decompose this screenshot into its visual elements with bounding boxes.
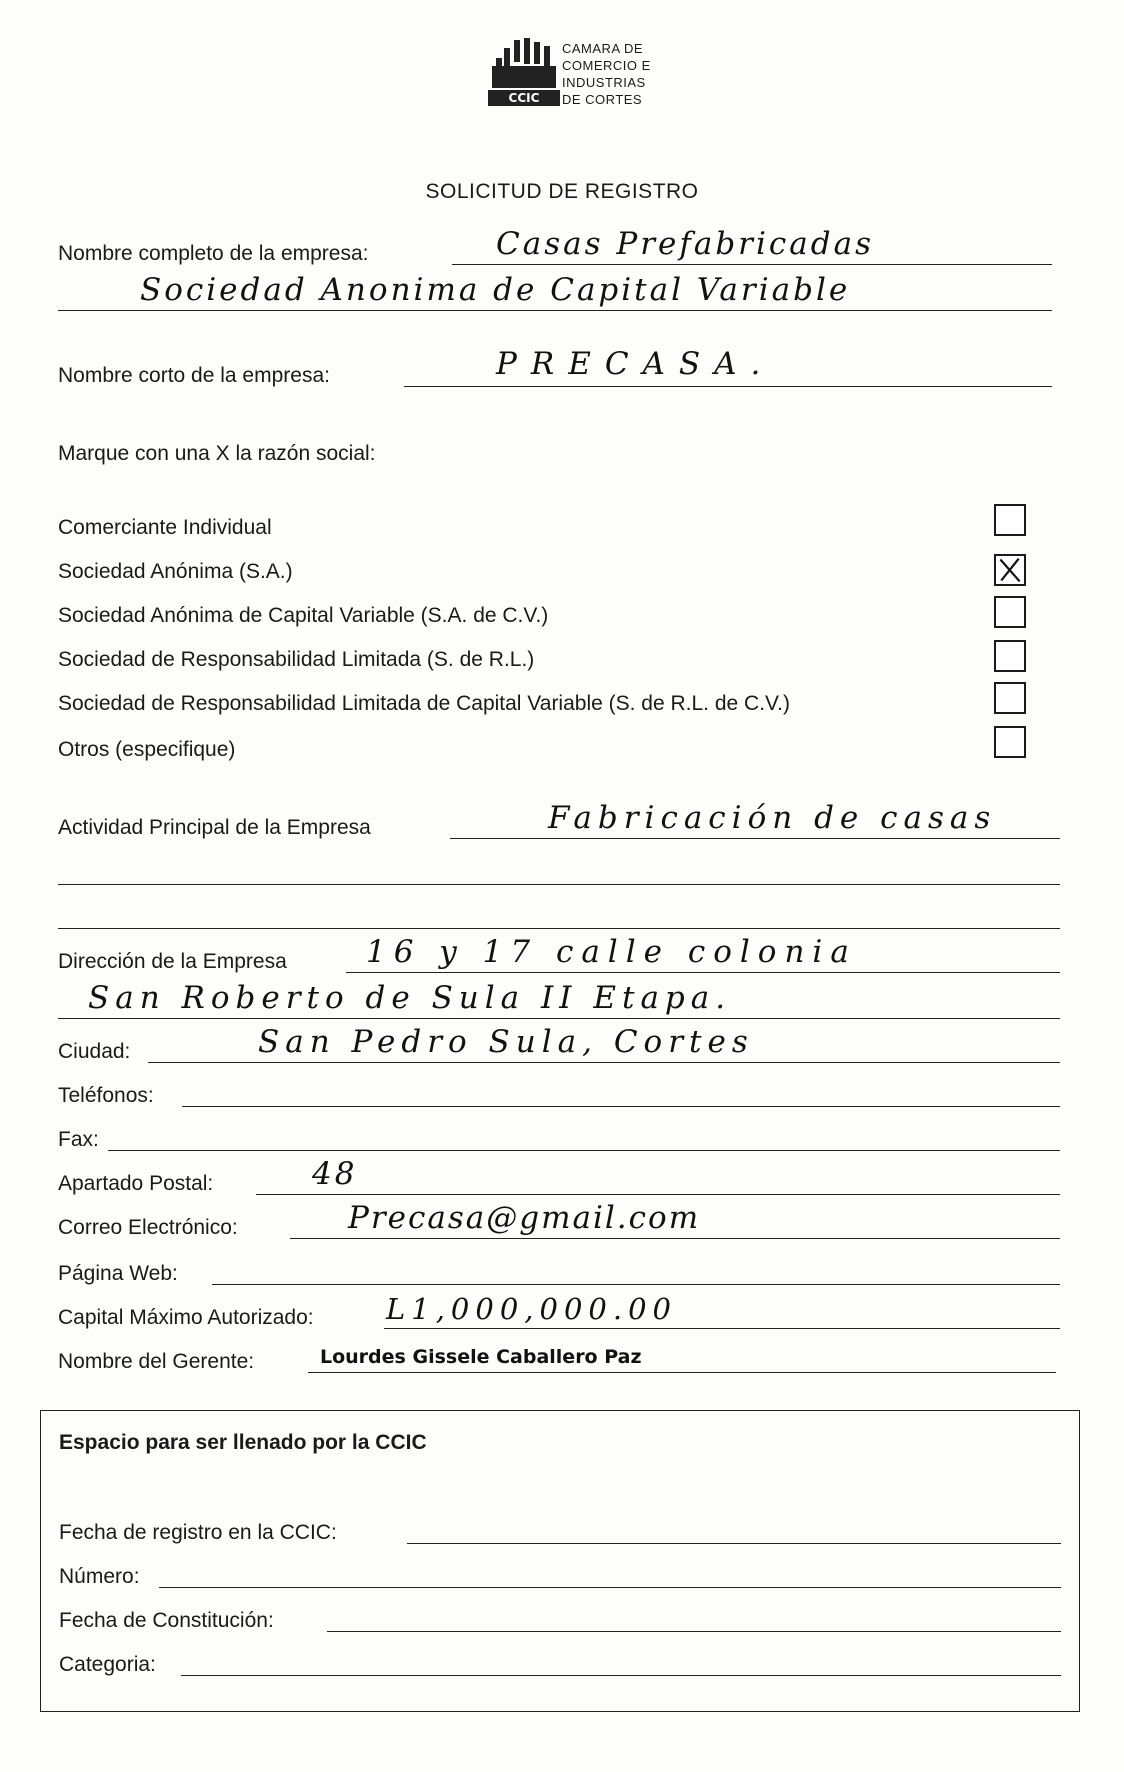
nombre-completo-line-2 xyxy=(58,310,1052,311)
nombre-completo-value-2[interactable]: Sociedad Anonima de Capital Variable xyxy=(140,272,851,308)
numero-line[interactable] xyxy=(159,1587,1061,1588)
fecha-registro-line[interactable] xyxy=(407,1543,1061,1544)
fax-line[interactable] xyxy=(108,1150,1060,1151)
logo-text xyxy=(562,40,651,108)
ccic-title: Espacio para ser llenado por la CCIC xyxy=(59,1431,427,1454)
nombre-corto-label: Nombre corto de la empresa: xyxy=(58,364,330,387)
checkbox-srl[interactable] xyxy=(994,640,1026,672)
direccion-label: Dirección de la Empresa xyxy=(58,950,287,973)
direccion-value-1[interactable]: 16 y 17 calle colonia xyxy=(366,934,857,970)
telefonos-label: Teléfonos: xyxy=(58,1084,154,1107)
pagina-line[interactable] xyxy=(212,1284,1060,1285)
logo-line: DE CORTES xyxy=(562,92,643,107)
nombre-corto-value[interactable]: PRECASA. xyxy=(496,346,775,382)
fecha-registro-label: Fecha de registro en la CCIC: xyxy=(59,1521,337,1544)
actividad-line-3 xyxy=(58,928,1060,929)
gerente-line xyxy=(308,1372,1056,1373)
x-mark-icon xyxy=(996,556,1024,584)
gerente-value[interactable]: Lourdes Gissele Caballero Paz xyxy=(320,1346,642,1368)
checkbox-sacv[interactable] xyxy=(994,596,1026,628)
checkbox-comerciante[interactable] xyxy=(994,504,1026,536)
direccion-line-2 xyxy=(58,1018,1060,1019)
option-label-srl: Sociedad de Responsabilidad Limitada (S. de R.L.) xyxy=(58,648,535,671)
nombre-completo-line xyxy=(452,264,1052,265)
ccic-section xyxy=(40,1410,1080,1712)
nombre-corto-line xyxy=(404,386,1052,387)
nombre-completo-value-1[interactable]: Casas Prefabricadas xyxy=(496,226,874,262)
correo-label: Correo Electrónico: xyxy=(58,1216,238,1239)
ciudad-value[interactable]: San Pedro Sula, Cortes xyxy=(258,1024,754,1060)
option-label-sa: Sociedad Anónima (S.A.) xyxy=(58,560,293,583)
option-label-otros: Otros (especifique) xyxy=(58,738,236,761)
actividad-line xyxy=(450,838,1060,839)
fecha-constitucion-label: Fecha de Constitución: xyxy=(59,1609,274,1632)
correo-value[interactable]: Precasa@gmail.com xyxy=(348,1200,701,1236)
form-title: SOLICITUD DE REGISTRO xyxy=(425,180,699,203)
checkbox-sa[interactable] xyxy=(994,554,1026,586)
option-label-srlcv: Sociedad de Responsabilidad Limitada de Capital Variable (S. de R.L. de C.V.) xyxy=(58,692,790,715)
correo-line xyxy=(290,1238,1060,1239)
nombre-completo-label: Nombre completo de la empresa: xyxy=(58,242,369,265)
option-label-comerciante: Comerciante Individual xyxy=(58,516,272,539)
actividad-line-2 xyxy=(58,884,1060,885)
checkbox-otros[interactable] xyxy=(994,726,1026,758)
gerente-label: Nombre del Gerente: xyxy=(58,1350,255,1373)
apartado-line xyxy=(256,1194,1060,1195)
capital-line xyxy=(384,1328,1060,1329)
ciudad-label: Ciudad: xyxy=(58,1040,131,1063)
fecha-constitucion-line[interactable] xyxy=(327,1631,1061,1632)
ciudad-line xyxy=(148,1062,1060,1063)
option-label-sacv: Sociedad Anónima de Capital Variable (S.A. de C.V.) xyxy=(58,604,549,627)
svg-text:CCIC: CCIC xyxy=(508,91,540,105)
actividad-label: Actividad Principal de la Empresa xyxy=(58,816,371,839)
logo-line: COMERCIO E xyxy=(562,58,651,73)
categoria-line[interactable] xyxy=(181,1675,1061,1676)
capital-label: Capital Máximo Autorizado: xyxy=(58,1306,314,1329)
categoria-label: Categoria: xyxy=(59,1653,156,1676)
razon-social-prompt: Marque con una X la razón social: xyxy=(58,442,376,465)
ccic-logo xyxy=(488,36,668,116)
telefonos-line[interactable] xyxy=(182,1106,1060,1107)
apartado-label: Apartado Postal: xyxy=(58,1172,214,1195)
numero-label: Número: xyxy=(59,1565,140,1588)
logo-line: INDUSTRIAS xyxy=(562,75,646,90)
direccion-line xyxy=(346,972,1060,973)
ccic-emblem-icon xyxy=(488,36,560,110)
pagina-label: Página Web: xyxy=(58,1262,178,1285)
capital-value[interactable]: L1,000,000.00 xyxy=(386,1292,677,1326)
logo-line: CAMARA DE xyxy=(562,41,644,56)
fax-label: Fax: xyxy=(58,1128,99,1151)
direccion-value-2[interactable]: San Roberto de Sula II Etapa. xyxy=(88,980,732,1016)
apartado-value[interactable]: 48 xyxy=(312,1156,358,1192)
checkbox-srlcv[interactable] xyxy=(994,682,1026,714)
actividad-value[interactable]: Fabricación de casas xyxy=(548,800,997,836)
